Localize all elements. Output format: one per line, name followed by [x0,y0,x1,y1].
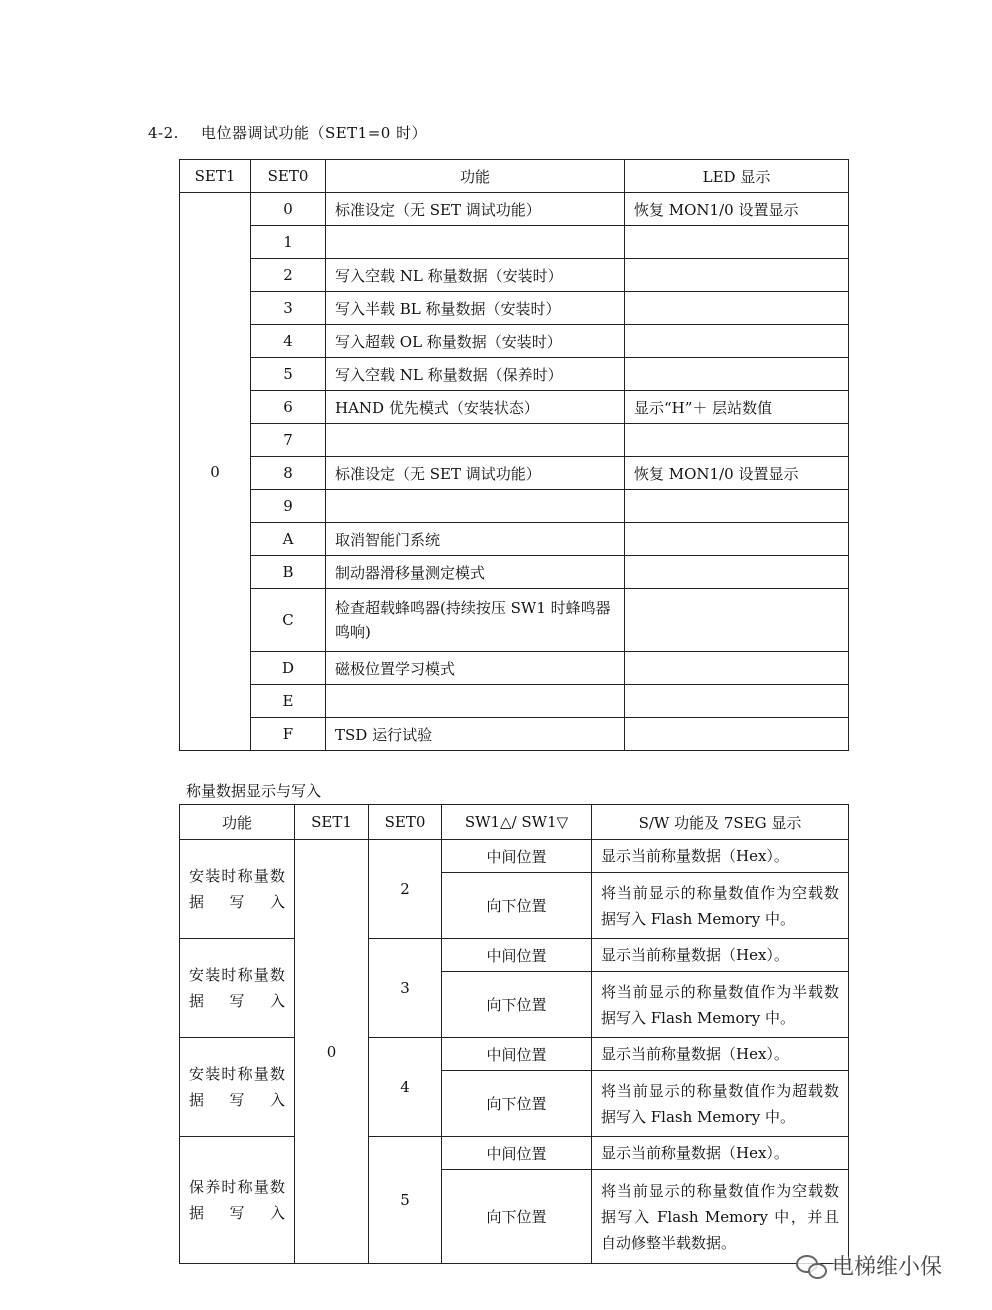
set0-cell: 4 [251,325,326,358]
function-cell [326,424,625,457]
set0-cell: C [251,589,326,652]
led-display-cell: 恢复 MON1/0 设置显示 [625,193,849,226]
table-row [180,325,849,358]
led-display-cell [625,325,849,358]
switch-position-cell: 向下位置 [442,873,592,939]
table-header-row [180,805,849,840]
set0-cell: 1 [251,226,326,259]
function-cell: 安装时称量数据写入 [180,1038,295,1137]
led-display-cell [625,523,849,556]
led-display-cell: 恢复 MON1/0 设置显示 [625,457,849,490]
led-display-cell [625,556,849,589]
led-display-cell [625,490,849,523]
header-led-display: LED 显示 [625,160,849,193]
table-row [180,718,849,751]
sw-display-cell: 将当前显示的称量数值作为半载数据写入 Flash Memory 中。 [592,972,849,1038]
header-function: 功能 [180,805,295,840]
table-row [180,589,849,652]
led-display-cell [625,358,849,391]
sw-display-cell: 显示当前称量数据（Hex）。 [592,840,849,873]
set0-cell: 2 [251,259,326,292]
table-row [180,424,849,457]
function-cell: 取消智能门系统 [326,523,625,556]
function-cell [326,490,625,523]
set0-cell: 8 [251,457,326,490]
section-heading [148,122,427,143]
set1-cell: 0 [295,840,369,1264]
watermark-text: 电梯维小保 [832,1255,943,1280]
header-set1: SET1 [180,160,251,193]
table-row [180,523,849,556]
switch-position-cell: 向下位置 [442,1170,592,1264]
switch-position-cell: 向下位置 [442,972,592,1038]
table-header-row [180,160,849,193]
table-row [180,840,849,873]
set0-cell: B [251,556,326,589]
header-set1: SET1 [295,805,369,840]
function-cell: HAND 优先模式（安装状态） [326,391,625,424]
set1-cell: 0 [180,193,251,751]
weighing-data-table [179,804,849,1264]
sw-display-cell: 将当前显示的称量数值作为空载数据写入 Flash Memory 中，并且自动修整半载数据。 [592,1170,849,1264]
function-cell [326,685,625,718]
header-sw-function-7seg: S/W 功能及 7SEG 显示 [592,805,849,840]
switch-position-cell: 中间位置 [442,1137,592,1170]
led-display-cell [625,589,849,652]
set0-cell: D [251,652,326,685]
table-row [180,1038,849,1071]
function-cell: 写入空载 NL 称量数据（保养时） [326,358,625,391]
section-title: 电位器调试功能（SET1=0 时） [200,124,428,142]
table-row [180,939,849,972]
function-cell: 标准设定（无 SET 调试功能） [326,193,625,226]
sw-display-cell: 显示当前称量数据（Hex）。 [592,1137,849,1170]
function-cell [326,226,625,259]
function-cell: 写入半载 BL 称量数据（安装时） [326,292,625,325]
sw-display-cell: 将当前显示的称量数值作为超载数据写入 Flash Memory 中。 [592,1071,849,1137]
table-row [180,457,849,490]
led-display-cell [625,718,849,751]
table-row [180,193,849,226]
function-cell: 磁极位置学习模式 [326,652,625,685]
table-row [180,556,849,589]
led-display-cell [625,259,849,292]
header-set0: SET0 [369,805,442,840]
set0-cell: 6 [251,391,326,424]
potentiometer-function-table [179,159,849,751]
function-cell: 标准设定（无 SET 调试功能） [326,457,625,490]
table-row [180,652,849,685]
set0-cell: 9 [251,490,326,523]
set0-cell: 0 [251,193,326,226]
switch-position-cell: 向下位置 [442,1071,592,1137]
wechat-icon [796,1253,826,1279]
function-cell: 保养时称量数据写入 [180,1137,295,1264]
switch-position-cell: 中间位置 [442,840,592,873]
table-row [180,1137,849,1170]
sw-display-cell: 显示当前称量数据（Hex）。 [592,939,849,972]
weighing-subheading: 称量数据显示与写入 [186,782,322,800]
function-cell: 制动器滑移量测定模式 [326,556,625,589]
set0-cell: A [251,523,326,556]
switch-position-cell: 中间位置 [442,939,592,972]
function-cell: 写入空载 NL 称量数据（安装时） [326,259,625,292]
table-row [180,490,849,523]
header-function: 功能 [326,160,625,193]
sw-display-cell: 显示当前称量数据（Hex）。 [592,1038,849,1071]
led-display-cell: 显示“H”＋ 层站数值 [625,391,849,424]
sw-display-cell: 将当前显示的称量数值作为空载数据写入 Flash Memory 中。 [592,873,849,939]
led-display-cell [625,685,849,718]
set0-cell: 4 [369,1038,442,1137]
function-cell: 安装时称量数据写入 [180,939,295,1038]
table-row [180,358,849,391]
set0-cell: 2 [369,840,442,939]
set0-cell: F [251,718,326,751]
watermark [796,1250,942,1281]
led-display-cell [625,292,849,325]
led-display-cell [625,652,849,685]
set0-cell: 3 [251,292,326,325]
function-cell: 检查超载蜂鸣器(持续按压 SW1 时蜂鸣器鸣响) [326,589,625,652]
function-cell: TSD 运行试验 [326,718,625,751]
function-cell: 安装时称量数据写入 [180,840,295,939]
section-number: 4-2. [148,124,179,142]
switch-position-cell: 中间位置 [442,1038,592,1071]
set0-cell: 3 [369,939,442,1038]
table-row [180,292,849,325]
led-display-cell [625,226,849,259]
table-row [180,685,849,718]
header-switch: SW1△/ SW1▽ [442,805,592,840]
set0-cell: E [251,685,326,718]
set0-cell: 5 [251,358,326,391]
header-set0: SET0 [251,160,326,193]
table-row [180,259,849,292]
set0-cell: 5 [369,1137,442,1264]
led-display-cell [625,424,849,457]
function-cell: 写入超载 OL 称量数据（安装时） [326,325,625,358]
table-row [180,391,849,424]
table-row [180,226,849,259]
set0-cell: 7 [251,424,326,457]
